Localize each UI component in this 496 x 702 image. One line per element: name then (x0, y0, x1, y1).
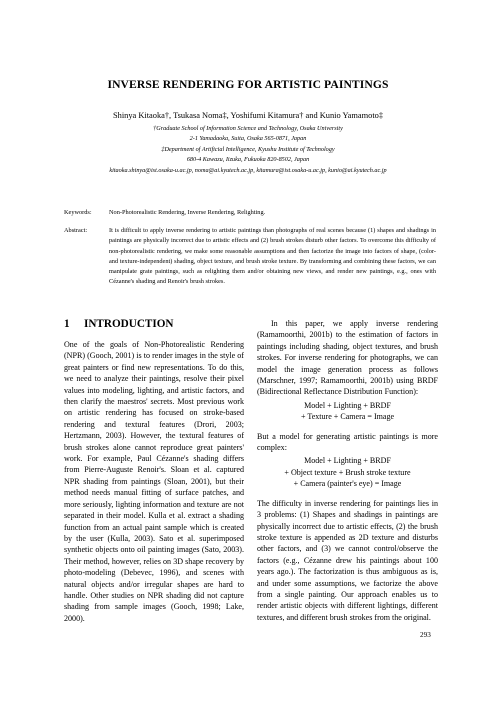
intro-paragraph: One of the goals of Non-Photorealistic Rendering (NPR) (Gooch, 2001) is to render images in the style of great painters or find new representations. To do this, we need to analyze their paintings, resolve their pixel values into modeling, lighting, and artistic factors, and then clarify the maestros' secrets. Most previous work on artistic rendering has focused on stroke-based rendering and textural features (Drori, 2003; Hertzmann, 2003). However, the textural features of brush strokes alone cannot reproduce great painters' work. For example, Paul Cézanne's shading differs from Pierre-Auguste Renoir's. Sloan et al. captured NPR shading from paintings (Sloan, 2001), but their method needs manual fitting of surface patches, and more seriously, lighting information and texture are not separated in their model. Kulla et al. extract a shading function from an actual paint sample which is created by the user (Kulla, 2003). Sato et al. superimposed synthetic objects onto oil painting images (Sato, 2003). Their method, however, relies on 3D shape recovery by photo-modeling (Debevec, 1996), and scenes with natural objects and/or irregular shapes are hard to handle. Other studies on NPR shading did not capture shading from sample images (Gooch, 1998; Lake, 2000). (64, 340, 244, 623)
affiliation-line: 2-1 Yamadaoka, Suita, Osaka 565-0871, Japan (189, 135, 307, 143)
section-heading (64, 318, 174, 330)
abstract-text: It is difficult to apply inverse rendering to artistic paintings than photographs of real scenes because (1) shapes and shadings in paintings are physically incorrect due to artistic effects and (2) brush strokes disturb other factors. To overcome this difficulty of non-photorealistic rendering, we make some reasonable assumptions and then factorize the image into factors of shape, (color- and texture-independent) shading, object texture, and brush stroke texture. By transforming and combining these factors, we can manipulate grate paintings, such as relighting them and/or obtaining new views, and render new paintings, e.g., ones with Cézanne's shading and Renoir's brush strokes. (109, 227, 436, 286)
affiliations (0, 124, 496, 176)
affiliation-line: †Graduate School of Information Science and Technology, Osaka University (153, 125, 343, 132)
section-number: 1 (64, 318, 70, 330)
right-column (257, 318, 438, 623)
section-title: INTRODUCTION (84, 318, 174, 330)
equation-painting-model (257, 455, 438, 489)
equation-line: + Object texture + Brush stroke texture (284, 467, 411, 477)
author-list: Shinya Kitaoka†, Tsukasa Noma‡, Yoshifumi Kitamura† and Kunio Yamamoto‡ (112, 111, 384, 120)
paper-title: INVERSE RENDERING FOR ARTISTIC PAINTINGS (107, 78, 389, 91)
equation-line: Model + Lighting + BRDF (304, 400, 391, 410)
author-emails: kitaoka.shinya@ist.osaka-u.ac.jp, noma@ai.kyutech.ac.jp, kitamura@ist.osaka-u.ac.jp, kunio@ai.kyutech.ac.jp (109, 166, 387, 174)
equation-photograph-model (257, 400, 438, 423)
affiliation-line: ‡Department of Artificial Intelligence, Kyushu Institute of Technology (161, 145, 335, 153)
page-number: 293 (420, 631, 431, 639)
equation-line: + Texture + Camera = Image (300, 412, 395, 422)
paragraph-painting-model: But a model for generating artistic paintings is more complex: (257, 431, 438, 453)
keywords-label: Keywords: (64, 209, 92, 216)
keywords-text: Non-Photorealistic Rendering, Inverse Rendering, Relighting. (109, 209, 266, 216)
equation-line: + Camera (painter's eye) = Image (293, 479, 402, 489)
paragraph-inverse-rendering: In this paper, we apply inverse rendering (Ramamoorthi, 2001b) to the estimation of factors in paintings including shading, object textures, and brush strokes. For inverse rendering for photographs, we can model the image generation process as follows (Marschner, 1997; Ramamoorthi, 2001b) using BRDF (Bidirectional Reflectance Distribution Function): (257, 319, 438, 397)
equation-line: Model + Lighting + BRDF (304, 456, 391, 466)
left-column (64, 339, 244, 624)
abstract-label: Abstract: (64, 227, 88, 234)
affiliation-line: 680-4 Kawazu, Iizuka, Fukuoka 820-8502, Japan (186, 156, 310, 164)
paragraph-difficulty: The difficulty in inverse rendering for paintings lies in 3 problems: (1) Shapes and shadings in paintings are physically incorrect due to artistic effects, (2) the brush stroke texture is appended as 2D texture and disturbs other factors, and (3) we cannot control/observe the factors (e.g., Cézanne drew his paintings about 100 years ago.). The factorization is thus ambiguous as is, and under some assumptions, we factorize the above from a single painting. Our approach enables us to render artistic objects with different lightings, different textures, and different brush strokes from the original. (257, 498, 438, 622)
